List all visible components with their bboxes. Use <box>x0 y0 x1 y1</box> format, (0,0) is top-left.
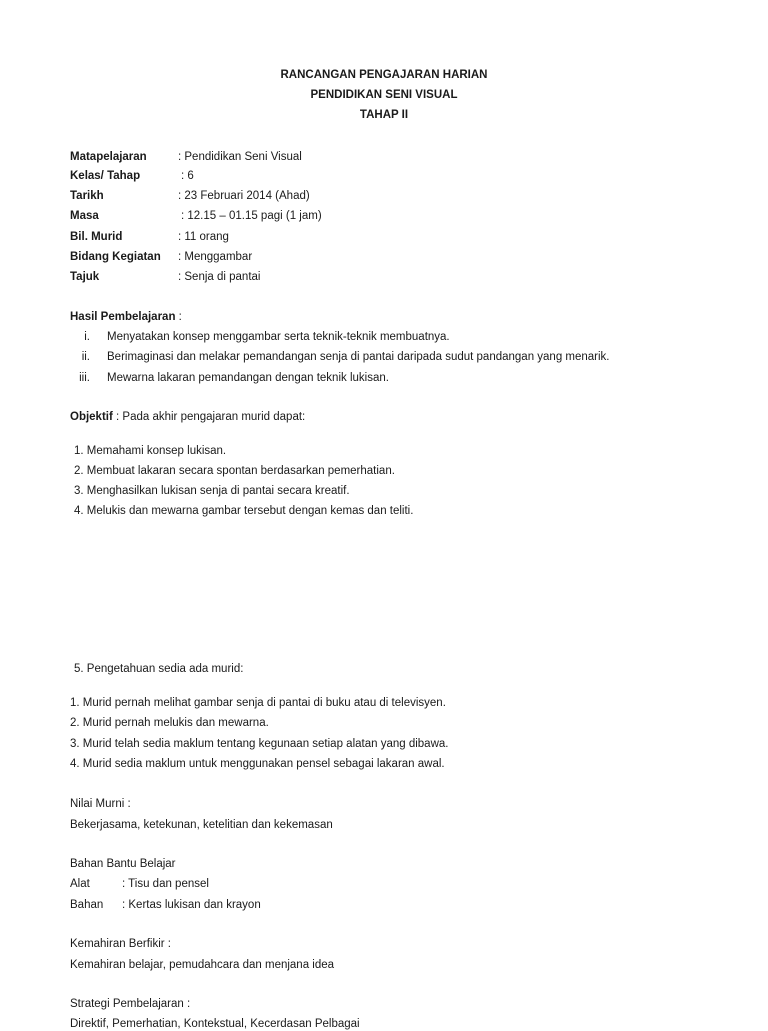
info-value-students: : 11 orang <box>178 231 229 243</box>
strategy-heading: Strategi Pembelajaran : <box>70 998 191 1010</box>
outcome-item: Mewarna lakaran pemandangan dengan teknik lukisan. <box>107 372 389 384</box>
values-heading: Nilai Murni : <box>70 798 131 810</box>
objective-item: 2. Membuat lakaran secara spontan berdasarkan pemerhatian. <box>74 465 395 477</box>
objective-heading: Objektif : Pada akhir pengajaran murid dapat: <box>70 411 306 423</box>
thinking-skills-heading: Kemahiran Berfikir : <box>70 938 171 950</box>
outcome-item: Berimaginasi dan melakar pemandangan senja di pantai daripada sudut pandangan yang menarik. <box>107 351 610 363</box>
teaching-aids-heading: Bahan Bantu Belajar <box>70 858 176 870</box>
aids-label-materials: Bahan <box>70 899 104 911</box>
info-label-topic: Tajuk <box>70 271 100 283</box>
prior-knowledge-item: 2. Murid pernah melukis dan mewarna. <box>70 717 269 729</box>
info-label-class: Kelas/ Tahap <box>70 170 141 182</box>
prior-knowledge-item: 1. Murid pernah melihat gambar senja di pantai di buku atau di televisyen. <box>70 697 446 709</box>
info-label-activity: Bidang Kegiatan <box>70 251 161 263</box>
prior-knowledge-heading: 5. Pengetahuan sedia ada murid: <box>74 663 244 675</box>
info-value-class: : 6 <box>181 170 194 182</box>
outcome-numeral: iii. <box>79 372 90 384</box>
prior-knowledge-item: 4. Murid sedia maklum untuk menggunakan pensel sebagai lakaran awal. <box>70 758 445 770</box>
info-value-subject: : Pendidikan Seni Visual <box>178 151 302 163</box>
aids-value-tools: : Tisu dan pensel <box>122 878 209 890</box>
info-label-subject: Matapelajaran <box>70 151 147 163</box>
values-text: Bekerjasama, ketekunan, ketelitian dan kekemasan <box>70 819 333 831</box>
outcome-numeral: ii. <box>81 351 90 363</box>
aids-value-materials: : Kertas lukisan dan krayon <box>122 899 261 911</box>
learning-outcomes-heading: Hasil Pembelajaran : <box>70 311 182 323</box>
info-value-topic: : Senja di pantai <box>178 271 261 283</box>
objective-item: 3. Menghasilkan lukisan senja di pantai secara kreatif. <box>74 485 350 497</box>
outcome-numeral: i. <box>84 331 90 343</box>
info-value-time: : 12.15 – 01.15 pagi (1 jam) <box>181 210 322 222</box>
thinking-skills-text: Kemahiran belajar, pemudahcara dan menjana idea <box>70 959 335 971</box>
aids-label-tools: Alat <box>70 878 90 890</box>
info-label-students: Bil. Murid <box>70 231 123 243</box>
info-label-time: Masa <box>70 210 99 222</box>
info-value-activity: : Menggambar <box>178 251 253 263</box>
doc-title: RANCANGAN PENGAJARAN HARIAN <box>280 69 488 81</box>
doc-stage: TAHAP II <box>359 109 409 121</box>
objective-item: 4. Melukis dan mewarna gambar tersebut dengan kemas dan teliti. <box>74 505 414 517</box>
strategy-text: Direktif, Pemerhatian, Kontekstual, Kecerdasan Pelbagai <box>70 1018 360 1030</box>
outcome-item: Menyatakan konsep menggambar serta teknik-teknik membuatnya. <box>107 331 450 343</box>
doc-subtitle: PENDIDIKAN SENI VISUAL <box>310 89 458 101</box>
prior-knowledge-item: 3. Murid telah sedia maklum tentang kegunaan setiap alatan yang dibawa. <box>70 738 449 750</box>
info-label-date: Tarikh <box>70 190 104 202</box>
info-value-date: : 23 Februari 2014 (Ahad) <box>178 190 310 202</box>
objective-item: 1. Memahami konsep lukisan. <box>74 445 227 457</box>
